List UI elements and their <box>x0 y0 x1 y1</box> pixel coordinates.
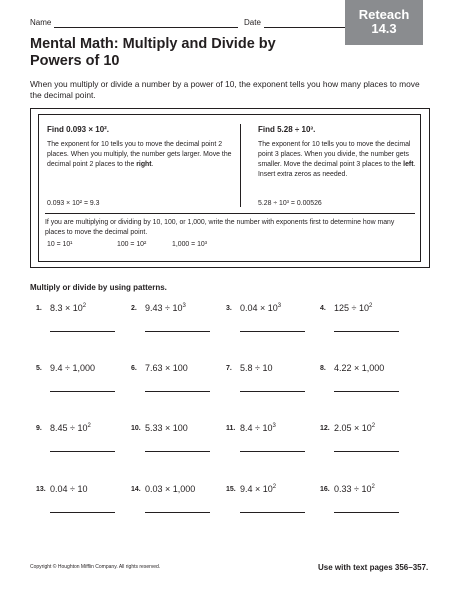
problem-number: 9. <box>36 425 42 432</box>
example-left <box>47 125 232 170</box>
directions: Multiply or divide by using patterns. <box>30 283 167 292</box>
answer-field[interactable] <box>145 512 210 513</box>
exponent: 3 <box>182 303 186 309</box>
exponent: 2 <box>371 484 375 490</box>
example-right <box>258 125 418 180</box>
problem-item <box>320 423 412 463</box>
problem-expression: 4.22 × 1,000 <box>334 363 385 373</box>
problem-expression: $8.3 \times 10^2$ <box>50 303 87 313</box>
problem-item <box>36 303 128 343</box>
problem-item <box>36 363 128 403</box>
problem-expression: $9.43 \div 10^3$ <box>145 303 186 313</box>
name-date-header <box>30 14 340 30</box>
name-field[interactable] <box>54 27 238 28</box>
problem-item <box>36 484 128 524</box>
intro-text: When you multiply or divide a number by a power of 10, the exponent tells you how many places to move the decimal point. <box>30 79 420 100</box>
problem-number: 12. <box>320 425 330 432</box>
page-title <box>30 36 350 70</box>
problem-expression: 0.04 ÷ 10 <box>50 484 88 494</box>
answer-field[interactable] <box>334 331 399 332</box>
problem-item <box>36 423 128 463</box>
problem-item <box>226 484 318 524</box>
problem-item <box>131 484 223 524</box>
example-hdivider <box>45 213 415 214</box>
problem-expression: 7.63 × 100 <box>145 363 188 373</box>
problem-number: 7. <box>226 365 232 372</box>
problem-number: 15. <box>226 486 236 493</box>
answer-field[interactable] <box>50 512 115 513</box>
exponent: 2 <box>87 423 91 429</box>
name-label: Name <box>30 18 52 27</box>
problem-item <box>131 303 223 343</box>
example-right-title: Find 5.28 ÷ 10³. <box>258 125 316 134</box>
problem-number: 4. <box>320 305 326 312</box>
date-label: Date <box>244 18 261 27</box>
answer-field[interactable] <box>240 391 305 392</box>
lesson-badge <box>345 0 423 45</box>
problem-expression: 5.33 × 100 <box>145 423 188 433</box>
powers-note: If you are multiplying or dividing by 10, 100, or 1,000, write the number with exponents first to determine how many places to move the decimal point. <box>45 219 395 236</box>
problem-item <box>226 423 318 463</box>
problem-expression: $0.33 \div 10^2$ <box>334 484 375 494</box>
problem-expression: $125 \div 10^2$ <box>334 303 373 313</box>
problem-item <box>320 303 412 343</box>
answer-field[interactable] <box>240 331 305 332</box>
problem-expression: $0.04 \times 10^3$ <box>240 303 282 313</box>
problem-number: 8. <box>320 365 326 372</box>
answer-field[interactable] <box>50 331 115 332</box>
problem-expression: 5.8 ÷ 10 <box>240 363 273 373</box>
example-divider <box>240 124 241 207</box>
power-item: 1,000 = 10³ <box>172 241 208 248</box>
problem-number: 5. <box>36 365 42 372</box>
power-item: 100 = 10² <box>117 241 147 248</box>
exponent: 2 <box>368 303 373 309</box>
problem-item <box>131 363 223 403</box>
answer-field[interactable] <box>334 512 399 513</box>
problem-number: 6. <box>131 365 137 372</box>
copyright: Copyright © Houghton Mifflin Company. All rights reserved. <box>30 564 161 570</box>
problem-number: 13. <box>36 486 46 493</box>
problem-expression: 0.03 × 1,000 <box>145 484 196 494</box>
problem-number: 16. <box>320 486 330 493</box>
problem-number: 3. <box>226 305 232 312</box>
example-left-title: Find 0.093 × 10². <box>47 125 110 134</box>
problem-item <box>226 363 318 403</box>
problem-number: 1. <box>36 305 42 312</box>
answer-field[interactable] <box>145 451 210 452</box>
title-line2: Powers of 10 <box>30 53 120 69</box>
example-right-text: The exponent for 10 tells you to move the decimal point 3 places. When you divide, the number gets smaller. Move the decimal point 3 places to the left. Insert extra zeros as needed. <box>258 141 416 178</box>
problem-item <box>320 363 412 403</box>
exponent: 3 <box>277 303 282 309</box>
problem-expression: $9.4 \times 10^2$ <box>240 484 277 494</box>
answer-field[interactable] <box>145 391 210 392</box>
answer-field[interactable] <box>145 331 210 332</box>
problem-expression: $2.05 \times 10^2$ <box>334 423 376 433</box>
problem-number: 2. <box>131 305 137 312</box>
problem-item <box>226 303 318 343</box>
badge-line2: 14.3 <box>371 21 397 36</box>
problem-number: 10. <box>131 425 141 432</box>
problem-item <box>131 423 223 463</box>
exponent: 3 <box>272 423 276 429</box>
problem-number: 11. <box>226 425 236 432</box>
exponent: 2 <box>272 484 277 490</box>
title-line1: Mental Math: Multiply and Divide by <box>30 36 276 52</box>
answer-field[interactable] <box>240 512 305 513</box>
exponent: 2 <box>371 423 376 429</box>
exponent: 2 <box>82 303 87 309</box>
answer-field[interactable] <box>240 451 305 452</box>
problem-item <box>320 484 412 524</box>
answer-field[interactable] <box>50 451 115 452</box>
answer-field[interactable] <box>334 451 399 452</box>
example-left-result: 0.093 × 10² = 9.3 <box>47 200 100 207</box>
text-pages-ref: Use with text pages 356–357. <box>318 563 429 572</box>
problem-expression: $8.4 \div 10^3$ <box>240 423 276 433</box>
example-left-text: The exponent for 10 tells you to move the decimal point 2 places. When you multiply, the number gets larger. Move the decimal point 2 places to the right. <box>47 141 232 168</box>
problem-expression: 9.4 ÷ 1,000 <box>50 363 95 373</box>
example-right-result: 5.28 ÷ 10³ = 0.00526 <box>258 200 322 207</box>
power-item: 10 = 10¹ <box>47 241 73 248</box>
badge-line1: Reteach <box>358 7 410 22</box>
answer-field[interactable] <box>334 391 399 392</box>
problem-number: 14. <box>131 486 141 493</box>
problem-expression: $8.45 \div 10^2$ <box>50 423 91 433</box>
answer-field[interactable] <box>50 391 115 392</box>
